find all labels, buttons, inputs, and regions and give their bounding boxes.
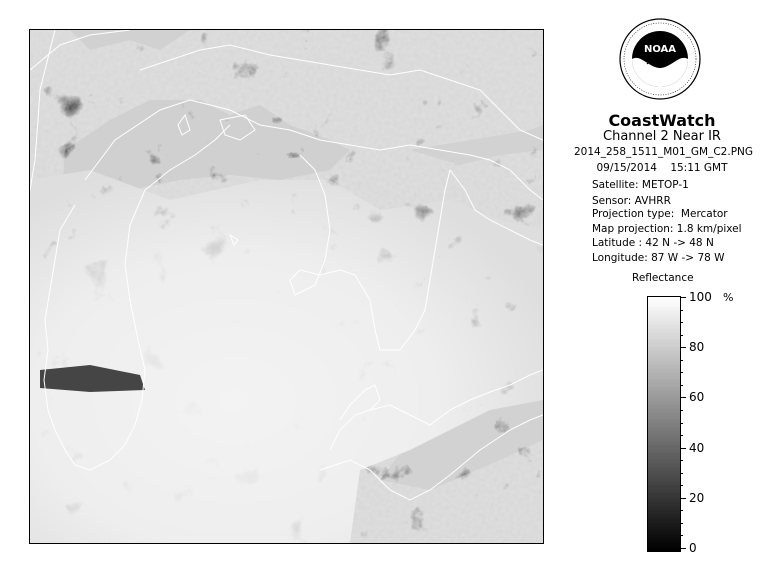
colorbar-tick-label: 20 (689, 491, 705, 505)
satellite-info: Satellite: METOP-1 (592, 179, 689, 191)
colorbar-tick-label: 0 (689, 541, 697, 555)
colorbar-minor-tick (680, 423, 683, 424)
longitude-range: Longitude: 87 W -> 78 W (592, 252, 725, 264)
colorbar-major-tick (680, 397, 686, 398)
colorbar-minor-tick (680, 460, 683, 461)
colorbar-minor-tick (680, 310, 683, 311)
colorbar-major-tick (680, 297, 686, 298)
map-projection: Map projection: 1.8 km/pixel (592, 223, 742, 235)
date-time: 09/15/2014 15:11 GMT (596, 162, 728, 174)
colorbar-minor-tick (680, 435, 683, 436)
colorbar-major-tick (680, 548, 686, 549)
file-name: 2014_258_1511_M01_GM_C2.PNG (574, 146, 754, 158)
subtitle: Channel 2 Near IR (603, 129, 721, 144)
colorbar-tick-label: 60 (689, 390, 705, 404)
colorbar-minor-tick (680, 410, 683, 411)
colorbar-minor-tick (680, 335, 683, 336)
colorbar-major-tick (680, 448, 686, 449)
colorbar-major-tick (680, 498, 686, 499)
colorbar-minor-tick (680, 360, 683, 361)
title: CoastWatch (608, 111, 716, 130)
colorbar-tick-label: 100 (689, 290, 712, 304)
sensor-info: Sensor: AVHRR (592, 195, 671, 207)
colorbar-tick-label: 80 (689, 340, 705, 354)
colorbar-minor-tick (680, 372, 683, 373)
colorbar-label: Reflectance (632, 272, 694, 284)
satellite-image (30, 30, 543, 543)
colorbar-unit: % (723, 291, 734, 304)
colorbar-major-tick (680, 347, 686, 348)
colorbar-minor-tick (680, 322, 683, 323)
colorbar-minor-tick (680, 385, 683, 386)
satellite-map[interactable] (29, 29, 544, 544)
colorbar-minor-tick (680, 510, 683, 511)
latitude-range: Latitude : 42 N -> 48 N (592, 237, 714, 249)
noaa-logo (619, 18, 701, 100)
colorbar-minor-tick (680, 535, 683, 536)
colorbar (647, 296, 681, 552)
svg-text:NOAA: NOAA (643, 44, 677, 55)
colorbar-minor-tick (680, 485, 683, 486)
colorbar-tick-label: 40 (689, 441, 705, 455)
colorbar-minor-tick (680, 473, 683, 474)
projection-type: Projection type: Mercator (592, 208, 728, 220)
colorbar-minor-tick (680, 523, 683, 524)
